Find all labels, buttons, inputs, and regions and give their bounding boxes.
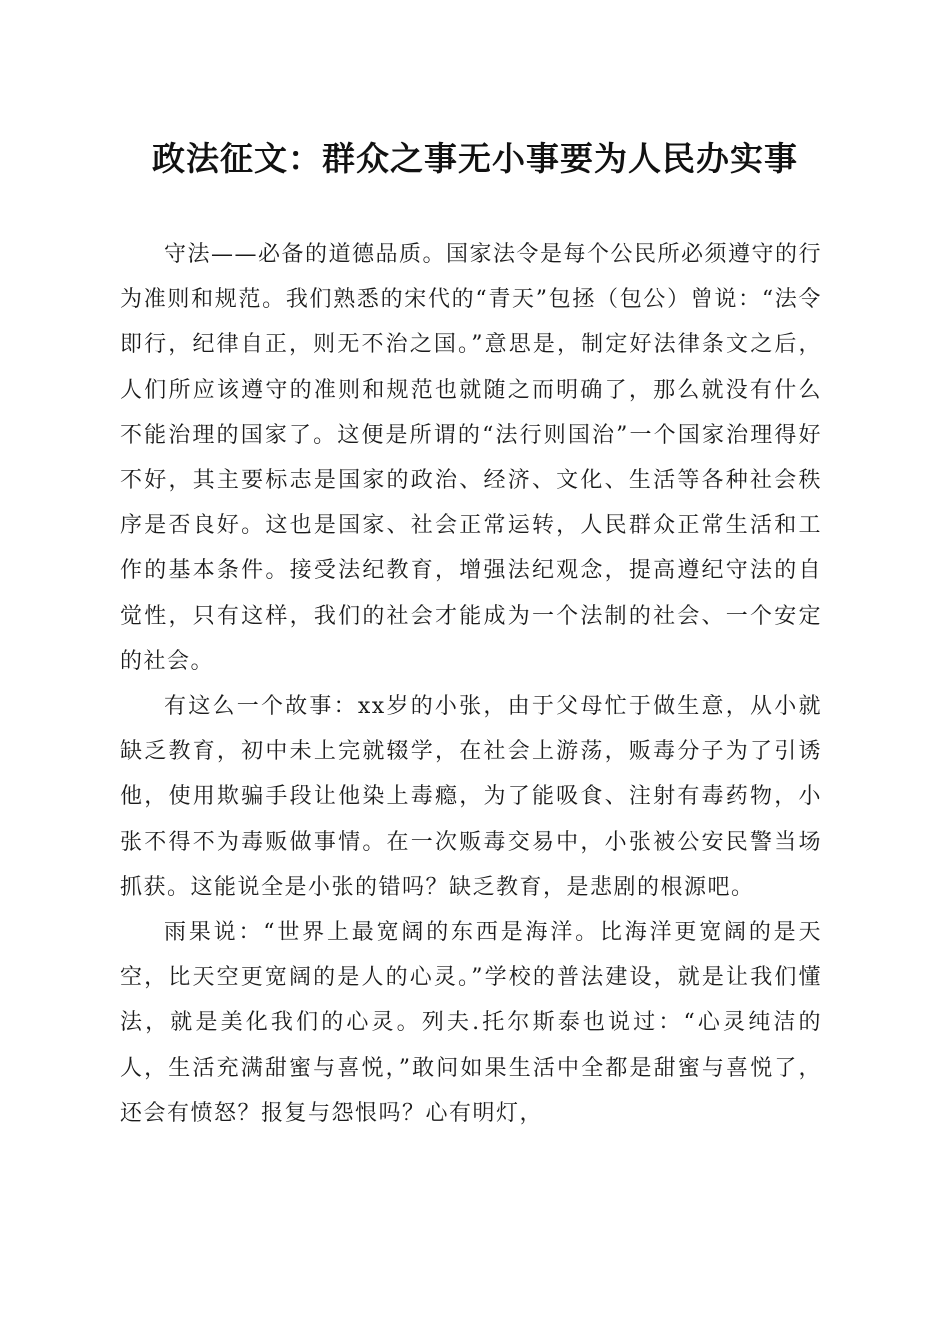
paragraph-1: 守法——必备的道德品质。国家法令是每个公民所必须遵守的行为准则和规范。我们熟悉的宋代的“青天”包拯（包公）曾说：“法令即行，纪律自正，则无不治之国。”意思是，制定好法律条文之后，人们所应该遵守的准则和规范也就随之而明确了，那么就没有什么不能治理的国家了。这便是所谓的“法行则国治”一个国家治理得好不好，其主要标志是国家的政治、经济、文化、生活等各种社会秩序是否良好。这也是国家、社会正常运转，人民群众正常生活和工作的基本条件。接受法纪教育，增强法纪观念，提高遵纪守法的自觉性，只有这样，我们的社会才能成为一个法制的社会、一个安定的社会。 [120,242,823,674]
paragraph-2: 有这么一个故事：xx岁的小张，由于父母忙于做生意，从小就缺乏教育，初中未上完就辍学，在社会上游荡，贩毒分子为了引诱他，使用欺骗手段让他染上毒瘾，为了能吸食、注射有毒药物，小张不得不为毒贩做事情。在一次贩毒交易中，小张被公安民警当场抓获。这能说全是小张的错吗？缺乏教育，是悲剧的根源吧。 [120,694,822,900]
document-title: 政法征文：群众之事无小事要为人民办实事 [152,139,798,178]
document-body [120,232,822,1136]
paragraph-3: 雨果说：“世界上最宽阔的东西是海洋。比海洋更宽阔的是天空，比天空更宽阔的是人的心灵。”学校的普法建设，就是让我们懂法，就是美化我们的心灵。列夫.托尔斯泰也说过：“心灵纯洁的人，生活充满甜蜜与喜悦，”敢问如果生活中全都是甜蜜与喜悦了，还会有愤怒？报复与怨恨吗？心有明灯， [120,920,822,1126]
